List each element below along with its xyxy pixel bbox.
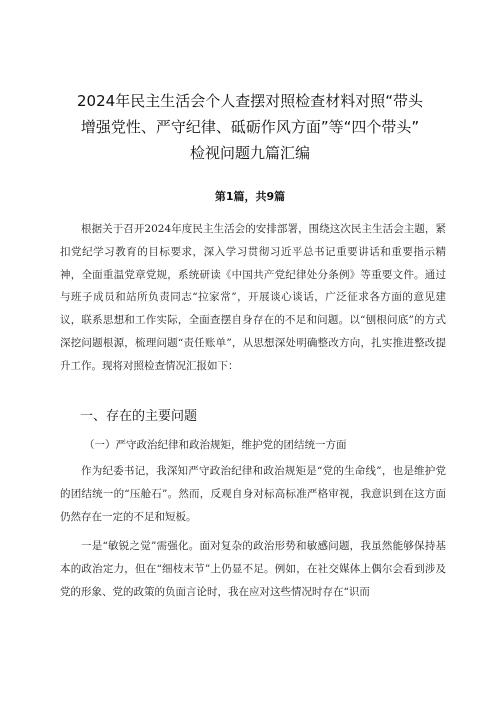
body-paragraph-2: 作为纪委书记，我深知严守政治纪律和政治规矩是“党的生命线”，也是维护党的团结统一的“压舱石”。然而，反观自身对标高标准严格审视，我意识到在这方面仍然存在一定的不足和短板。: [60, 465, 446, 523]
section-heading: 一、存在的主要问题: [80, 409, 198, 424]
title-line-2: 增强党性、严守纪律、砥砺作风方面”等“四个带头”: [80, 118, 420, 136]
section-number: 第1篇，共9篇: [214, 190, 286, 203]
document-title: [60, 88, 440, 166]
intro-paragraph-block: [60, 218, 446, 378]
body-paragraph-3: 一是“敏锐之觉”需强化。面对复杂的政治形势和敏感问题，我虽然能够保持基本的政治定力，但在“细枝末节”上仍显不足。例如，在社交媒体上偶尔会看到涉及党的形象、党的政策的负面言论时，我在应对这些情况时存在“识而: [60, 540, 446, 598]
paragraph-block-2: [60, 460, 446, 528]
title-line-1: 2024年民主生活会个人查摆对照检查材料对照“带头: [77, 92, 423, 110]
subsection-heading: （一）严守政治纪律和政治规矩，维护党的团结统一方面: [84, 439, 347, 451]
title-line-3: 检视问题九篇汇编: [189, 144, 310, 162]
paragraph-block-3: [60, 535, 446, 603]
intro-paragraph: 根据关于召开2024年度民主生活会的安排部署，围绕这次民主生活会主题，紧扣党纪学习教育的目标要求，深入学习贯彻习近平总书记重要讲话和重要指示精神，全面重温党章党规，系统研读《中国共产党纪律处分条例》等重要文件。通过与班子成员和站所负责同志“拉家常”，开展谈心谈话，广泛征求各方面的意见建议，联系思想和工作实际，全面查摆自身存在的不足和问题。以“刨根问底”的方式深挖问题根源，梳理问题“责任账单”，从思想深处明确整改方向，扎实推进整改提升工作。现将对照检查情况汇报如下：: [60, 223, 446, 372]
